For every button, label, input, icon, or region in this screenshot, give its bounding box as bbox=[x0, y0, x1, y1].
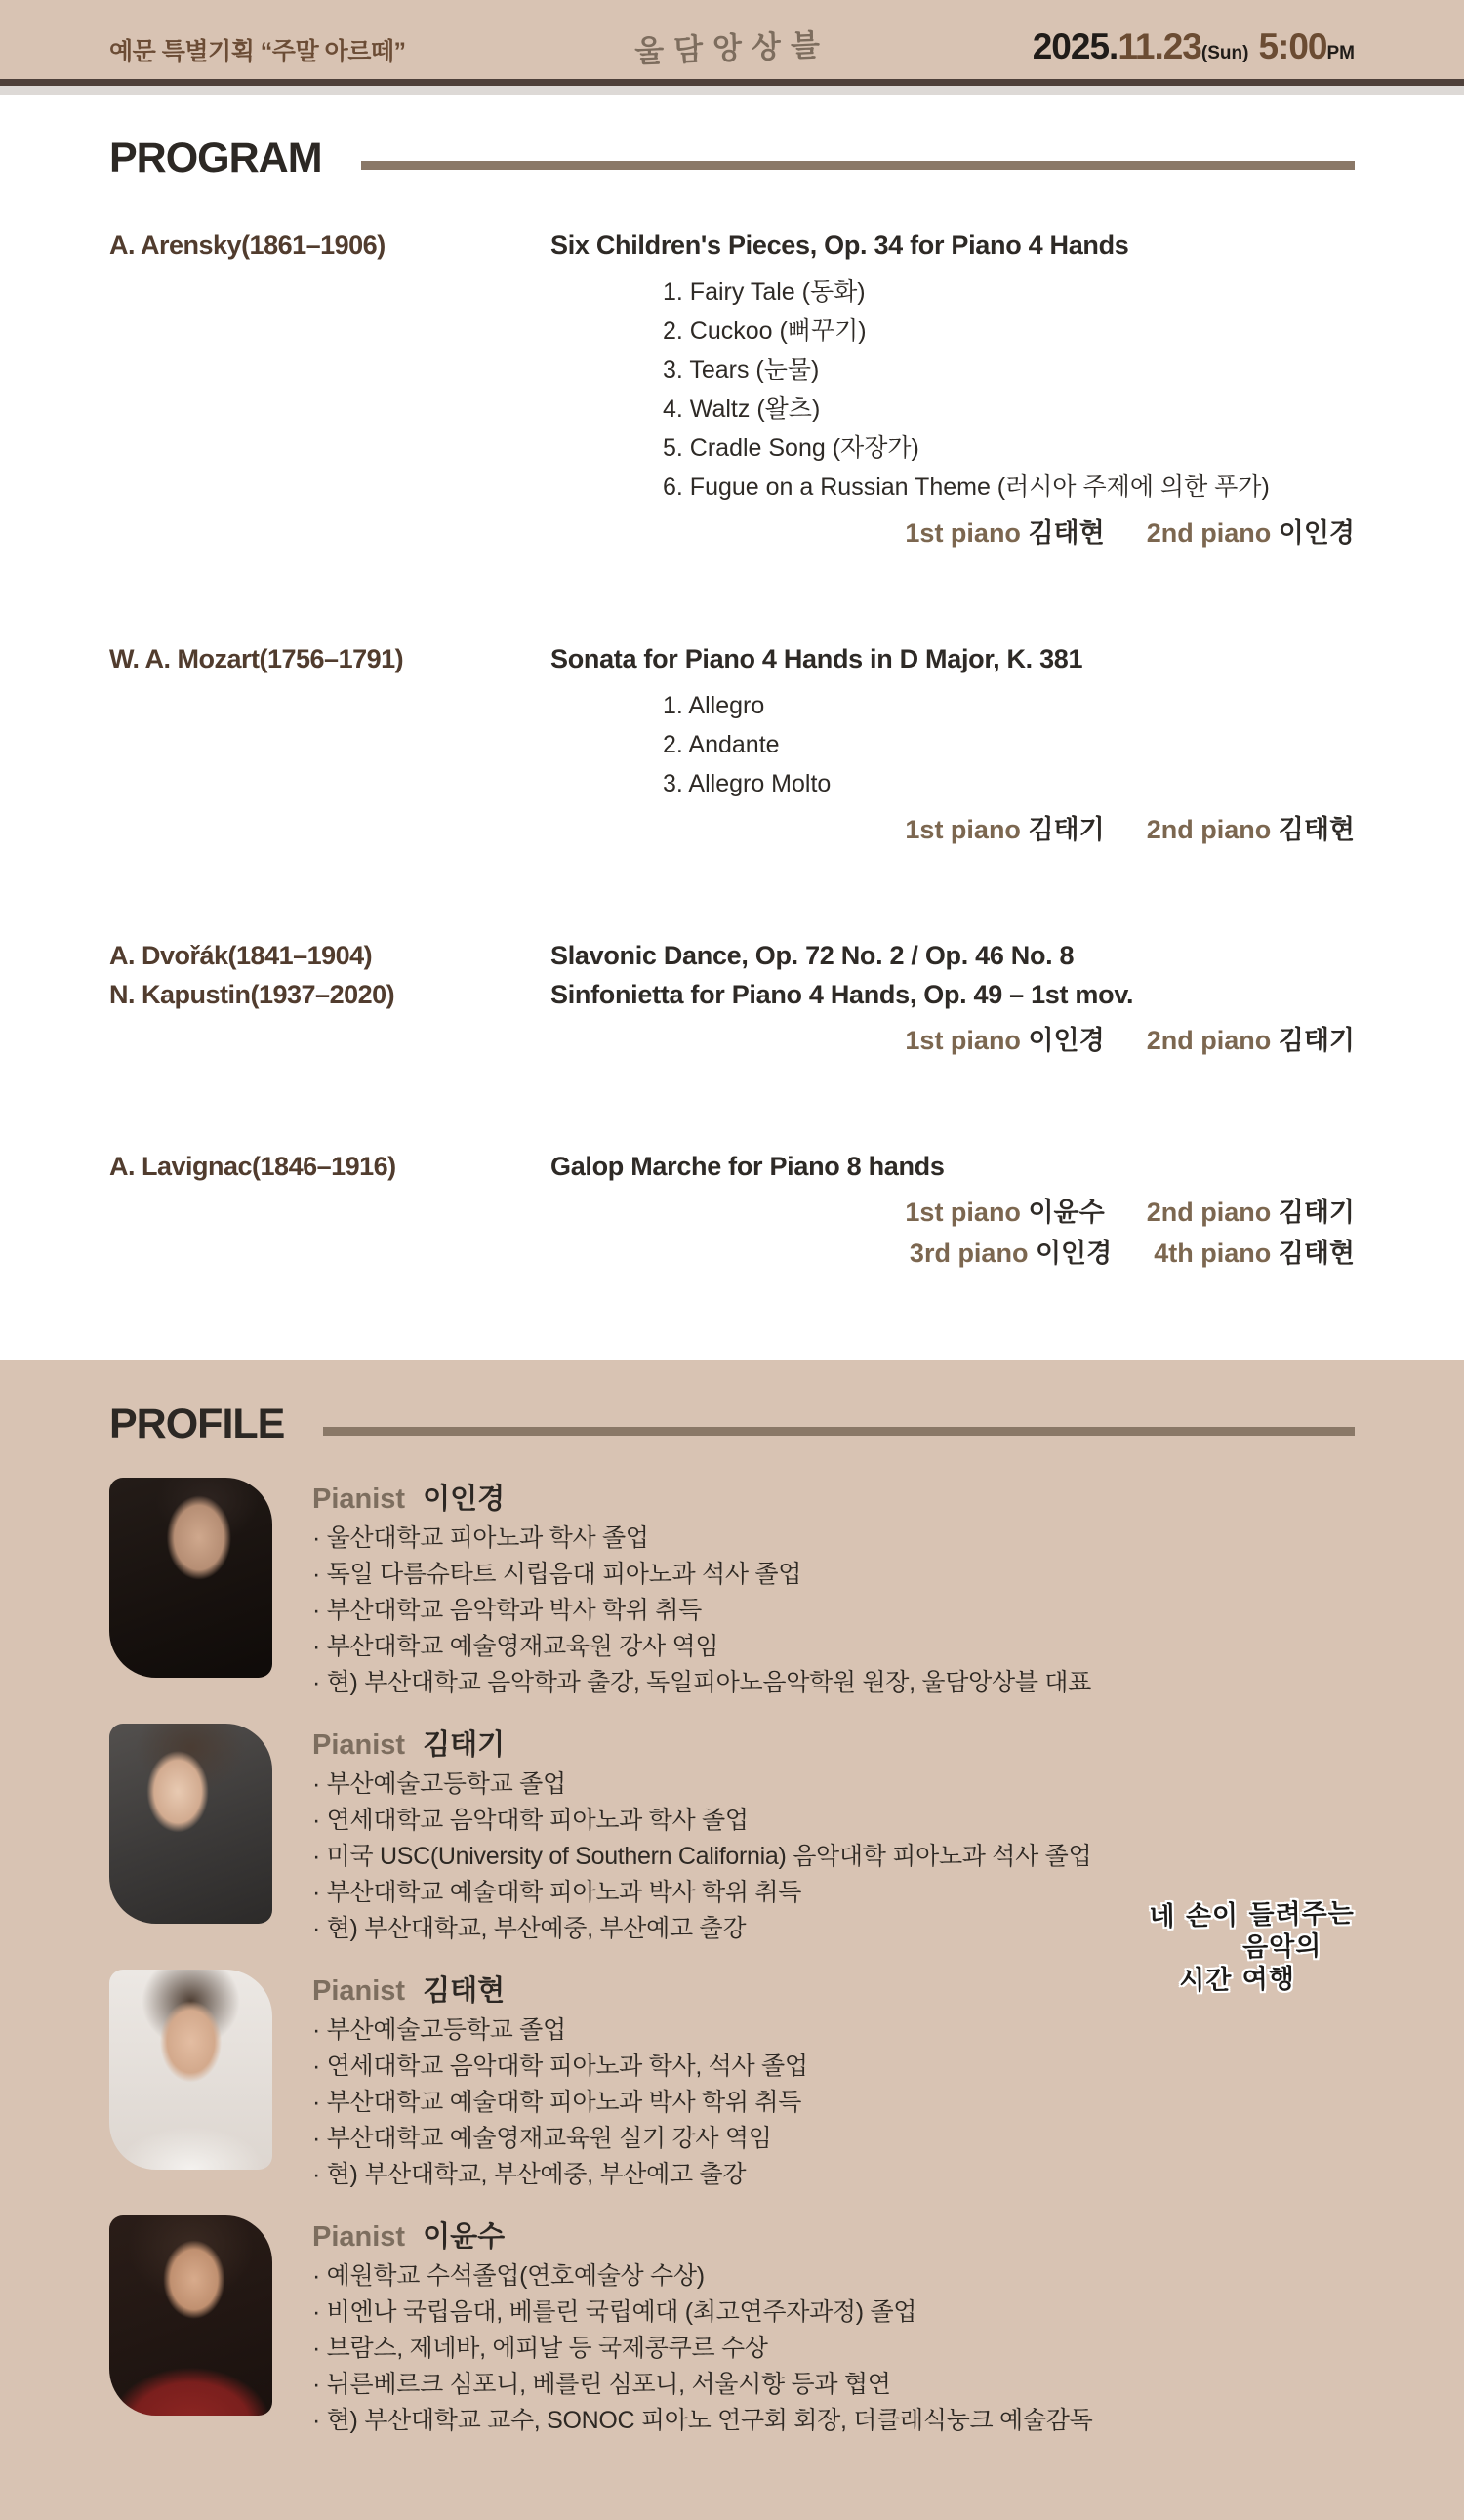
slogan-line: 네 손이 들려주는 bbox=[1148, 1898, 1355, 1932]
bio-item: · 부산대학교 예술영재교육원 강사 역임 bbox=[312, 1629, 1091, 1665]
program-entry bbox=[109, 225, 1355, 553]
event-datetime bbox=[1033, 26, 1355, 67]
performers-line bbox=[550, 1233, 1355, 1274]
event-meridiem: PM bbox=[1326, 43, 1355, 63]
program-entry bbox=[109, 936, 1355, 1061]
performer-name: 김태기 bbox=[1028, 815, 1105, 844]
pianist-role-label: Pianist bbox=[312, 1484, 406, 1515]
performer-name: 김태기 bbox=[1278, 1026, 1355, 1055]
program-heading: PROGRAM bbox=[109, 135, 322, 182]
movement-item: 3. Allegro Molto bbox=[663, 770, 832, 797]
composer-name: W. A. Mozart(1756–1791) bbox=[109, 644, 404, 673]
bio-item: · 독일 다름슈타트 시립음대 피아노과 석사 졸업 bbox=[312, 1557, 1091, 1593]
event-year: 2025. bbox=[1032, 26, 1118, 66]
profile-heading-row bbox=[0, 1401, 1464, 1448]
event-time: 5:00 bbox=[1258, 26, 1327, 66]
header-bar bbox=[0, 0, 1464, 86]
pianist-profile bbox=[109, 1970, 1355, 2193]
event-day: 11.23 bbox=[1118, 26, 1201, 66]
pianist-name: 김태현 bbox=[423, 1975, 506, 2007]
series-label: 예문 특별기획 “주말 아르떼” bbox=[109, 38, 406, 65]
performer-part: 1st piano bbox=[905, 1026, 1021, 1055]
pianist-profile bbox=[109, 1478, 1355, 1701]
bio-item: · 연세대학교 음악대학 피아노과 학사, 석사 졸업 bbox=[312, 2049, 808, 2085]
handwritten-slogan bbox=[1149, 1897, 1356, 1998]
performer-name: 김태기 bbox=[1278, 1198, 1355, 1227]
profile-heading: PROFILE bbox=[109, 1401, 285, 1447]
performer-name: 김태현 bbox=[1028, 518, 1105, 548]
bio-item: · 부산대학교 예술대학 피아노과 박사 학위 취득 bbox=[312, 1875, 1091, 1911]
performer-part: 3rd piano bbox=[909, 1239, 1029, 1268]
performers-line bbox=[550, 809, 1355, 850]
pianist-photo bbox=[109, 1478, 272, 1678]
bio-item: · 미국 USC(University of Southern California) 음악대학 피아노과 석사 졸업 bbox=[312, 1839, 1091, 1875]
work-title: Slavonic Dance, Op. 72 No. 2 / Op. 46 No. 8 bbox=[550, 941, 1075, 970]
pianist-photo bbox=[109, 1724, 272, 1924]
pianist-name: 이인경 bbox=[423, 1484, 506, 1515]
composer-name: A. Lavignac(1846–1916) bbox=[109, 1152, 396, 1181]
work-title: Six Children's Pieces, Op. 34 for Piano 4 Hands bbox=[550, 230, 1129, 260]
bio-item: · 예원학교 수석졸업(연호예술상 수상) bbox=[312, 2258, 1092, 2295]
program-entry bbox=[109, 639, 1355, 850]
performer-part: 1st piano bbox=[905, 518, 1021, 548]
bio-item: · 현) 부산대학교, 부산예중, 부산예고 출강 bbox=[312, 1911, 1091, 1947]
work-title: Galop Marche for Piano 8 hands bbox=[550, 1152, 945, 1181]
performer-name: 김태현 bbox=[1278, 815, 1355, 844]
performer-part: 2nd piano bbox=[1146, 815, 1272, 844]
performer-part: 4th piano bbox=[1154, 1239, 1272, 1268]
bio-item: · 부산대학교 음악학과 박사 학위 취득 bbox=[312, 1593, 1091, 1629]
movement-item: 4. Waltz (왈츠) bbox=[663, 395, 821, 423]
movement-item: 5. Cradle Song (자장가) bbox=[663, 434, 919, 462]
bio-item: · 현) 부산대학교 교수, SONOC 피아노 연구회 회장, 더클래식눙크 예술감독 bbox=[312, 2403, 1092, 2439]
pianist-role-label: Pianist bbox=[312, 1729, 406, 1761]
pianist-photo bbox=[109, 1970, 272, 2170]
composer-name: A. Arensky(1861–1906) bbox=[109, 230, 386, 260]
program-rule bbox=[361, 161, 1355, 170]
program-list bbox=[0, 183, 1464, 1274]
composer-name: A. Dvořák(1841–1904) bbox=[109, 941, 373, 970]
performer-name: 이윤수 bbox=[1028, 1198, 1105, 1227]
pianist-name: 김태기 bbox=[423, 1729, 506, 1761]
pianist-role-label: Pianist bbox=[312, 1975, 406, 2007]
pianist-role-label: Pianist bbox=[312, 2221, 406, 2253]
event-weekday: (Sun) bbox=[1200, 43, 1249, 63]
bio-item: · 부산대학교 예술대학 피아노과 박사 학위 취득 bbox=[312, 2085, 808, 2121]
slogan-line: 음악의 bbox=[1241, 1931, 1322, 1964]
bio-item: · 현) 부산대학교, 부산예중, 부산예고 출강 bbox=[312, 2157, 808, 2193]
movement-item: 2. Andante bbox=[663, 731, 780, 758]
performers-line bbox=[550, 512, 1355, 553]
program-heading-row bbox=[0, 135, 1464, 183]
pianist-name: 이윤수 bbox=[423, 2221, 506, 2253]
pianist-profile bbox=[109, 2215, 1355, 2439]
program-entry bbox=[109, 1147, 1355, 1274]
performers-line bbox=[550, 1020, 1355, 1061]
bio-item: · 부산예술고등학교 졸업 bbox=[312, 1767, 1091, 1803]
pianist-photo bbox=[109, 2215, 272, 2416]
composer-name: N. Kapustin(1937–2020) bbox=[109, 980, 395, 1009]
performer-name: 김태현 bbox=[1278, 1239, 1355, 1268]
bio-item: · 연세대학교 음악대학 피아노과 학사 졸업 bbox=[312, 1803, 1091, 1839]
work-title: Sonata for Piano 4 Hands in D Major, K. 381 bbox=[550, 644, 1083, 673]
movement-item: 6. Fugue on a Russian Theme (러시아 주제에 의한 푸가) bbox=[663, 473, 1270, 501]
performer-name: 이인경 bbox=[1278, 518, 1355, 548]
bio-item: · 부산예술고등학교 졸업 bbox=[312, 2012, 808, 2049]
bio-item: · 브람스, 제네바, 에피날 등 국제콩쿠르 수상 bbox=[312, 2331, 1092, 2367]
performer-part: 2nd piano bbox=[1146, 518, 1272, 548]
bio-item: · 현) 부산대학교 음악학과 출강, 독일피아노음악학원 원장, 울담앙상블 대표 bbox=[312, 1665, 1091, 1701]
bio-item: · 부산대학교 예술영재교육원 실기 강사 역임 bbox=[312, 2121, 808, 2157]
performers-line bbox=[550, 1192, 1355, 1233]
performer-part: 2nd piano bbox=[1146, 1026, 1272, 1055]
performer-part: 1st piano bbox=[905, 1198, 1021, 1227]
movement-item: 1. Allegro bbox=[663, 692, 765, 719]
bio-item: · 비엔나 국립음대, 베를린 국립예대 (최고연주자과정) 졸업 bbox=[312, 2295, 1092, 2331]
movement-item: 2. Cuckoo (뻐꾸기) bbox=[663, 317, 867, 345]
movement-item: 1. Fairy Tale (동화) bbox=[663, 278, 866, 305]
performer-name: 이인경 bbox=[1035, 1239, 1113, 1268]
movement-item: 3. Tears (눈물) bbox=[663, 356, 820, 384]
performer-part: 2nd piano bbox=[1146, 1198, 1272, 1227]
work-title: Sinfonietta for Piano 4 Hands, Op. 49 – 1st mov. bbox=[550, 980, 1134, 1009]
bio-item: · 울산대학교 피아노과 학사 졸업 bbox=[312, 1521, 1091, 1557]
performer-part: 1st piano bbox=[905, 815, 1021, 844]
program-section bbox=[0, 86, 1464, 1274]
bio-item: · 뉘른베르크 심포니, 베를린 심포니, 서울시향 등과 협연 bbox=[312, 2367, 1092, 2403]
performer-name: 이인경 bbox=[1028, 1026, 1105, 1055]
slogan-line: 시간 여행 bbox=[1178, 1964, 1295, 1997]
profile-rule bbox=[323, 1427, 1355, 1436]
ensemble-logo: 울담앙상블 bbox=[633, 26, 831, 69]
